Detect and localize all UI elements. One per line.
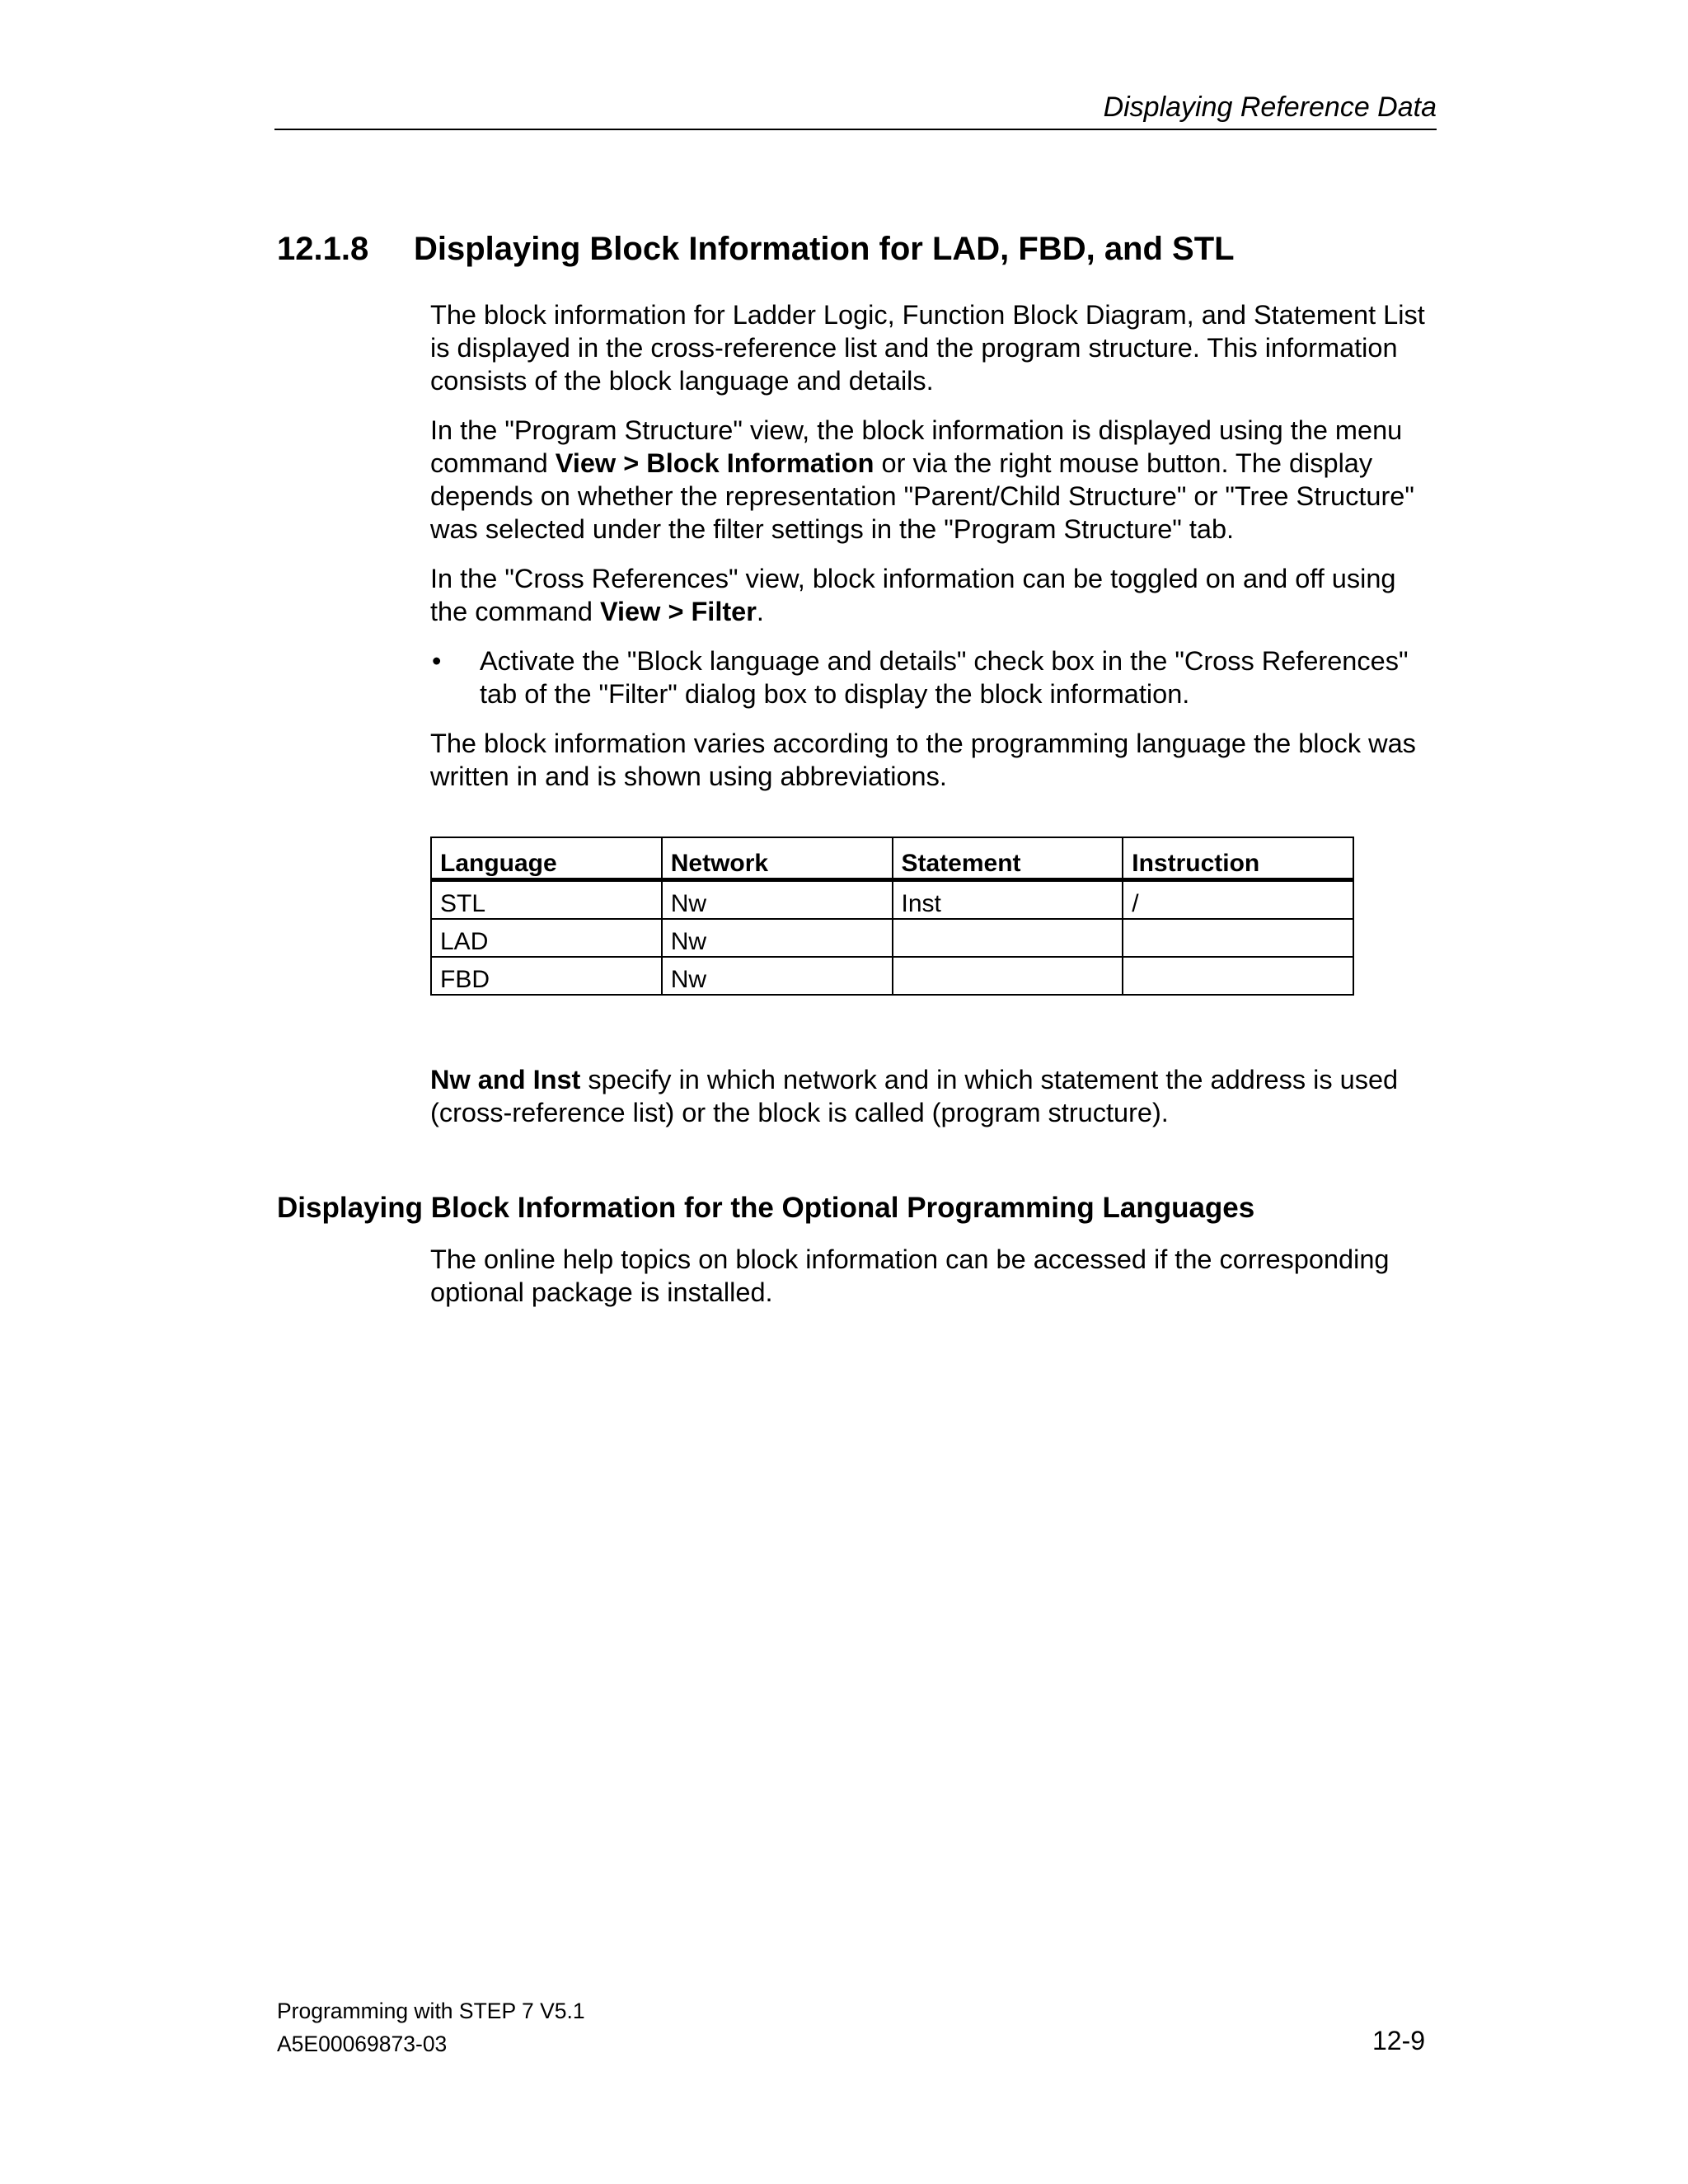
bullet-item [430,644,1437,710]
table-cell: Inst [893,880,1123,920]
table-header-row [431,837,1353,880]
table-cell: FBD [431,957,662,995]
table-row [431,919,1353,957]
table-header-cell: Language [431,837,662,880]
footer-page-number: 12-9 [1372,2026,1426,2055]
term-nw-inst: Nw and Inst [430,1065,581,1094]
running-header: Displaying Reference Data [1103,91,1437,123]
subsection-text [430,1243,1437,1309]
table-cell [893,919,1123,957]
table-header-cell: Statement [893,837,1123,880]
menu-command-block-information: View > Block Information [555,448,874,478]
paragraph-abbreviations: The block information varies according to the programming language the block was written in and is shown using abbreviations. [430,729,1416,791]
section-title: Displaying Block Information for LAD, FBD, and STL [414,231,1235,267]
bullet-text: Activate the "Block language and details" check box in the "Cross References" tab of the "Filter" dialog box to display the block information. [480,646,1409,709]
paragraph-block-info: The block information for Ladder Logic, Function Block Diagram, and Statement List is displayed in the cross-reference list and the program structure. This information consists of the block language and details. [430,300,1425,396]
table-cell: Nw [662,880,893,920]
paragraph-text: In the "Cross References" view, block information can be toggled on and off using the command [430,564,1396,626]
section-heading [277,227,1235,270]
table-cell [1123,919,1353,957]
paragraph-online-help: The online help topics on block information can be accessed if the corresponding optional package is installed. [430,1244,1390,1307]
header-rule [274,129,1437,130]
table-cell: STL [431,880,662,920]
table-cell [1123,957,1353,995]
footer-book-title: Programming with STEP 7 V5.1 [277,1999,585,2023]
intro-text [430,298,1437,793]
paragraph-text: specify in which network and in which statement the address is used (cross-reference list) or the block is called (program structure). [430,1065,1399,1127]
paragraph-text: or via the right mouse button. The display depends on whether the representation "Parent/Child Structure" or "Tree Structure" was selected under the filter settings in the "Program Structure" tab. [430,448,1414,544]
table-cell: Nw [662,919,893,957]
footer-left [277,1994,585,2060]
table-cell [893,957,1123,995]
table-cell: LAD [431,919,662,957]
table-cell: / [1123,880,1353,920]
paragraph-nw-inst [430,1063,1437,1129]
table-cell: Nw [662,957,893,995]
table-header-cell: Network [662,837,893,880]
table-row [431,957,1353,995]
table-header-cell: Instruction [1123,837,1353,880]
abbreviation-note [430,1063,1437,1129]
table-row [431,880,1353,920]
section-number: 12.1.8 [277,231,369,267]
paragraph-program-structure [430,414,1437,546]
paragraph-cross-references [430,562,1437,628]
block-info-table [430,837,1354,996]
subsection-heading: Displaying Block Information for the Optional Programming Languages [277,1192,1255,1224]
paragraph-text: In the "Program Structure" view, the block information is displayed using the menu command [430,415,1403,478]
bullet-icon: • [432,646,442,676]
menu-command-filter: View > Filter [599,597,757,626]
paragraph-text: . [756,597,764,626]
footer-doc-number: A5E00069873-03 [277,2032,448,2056]
